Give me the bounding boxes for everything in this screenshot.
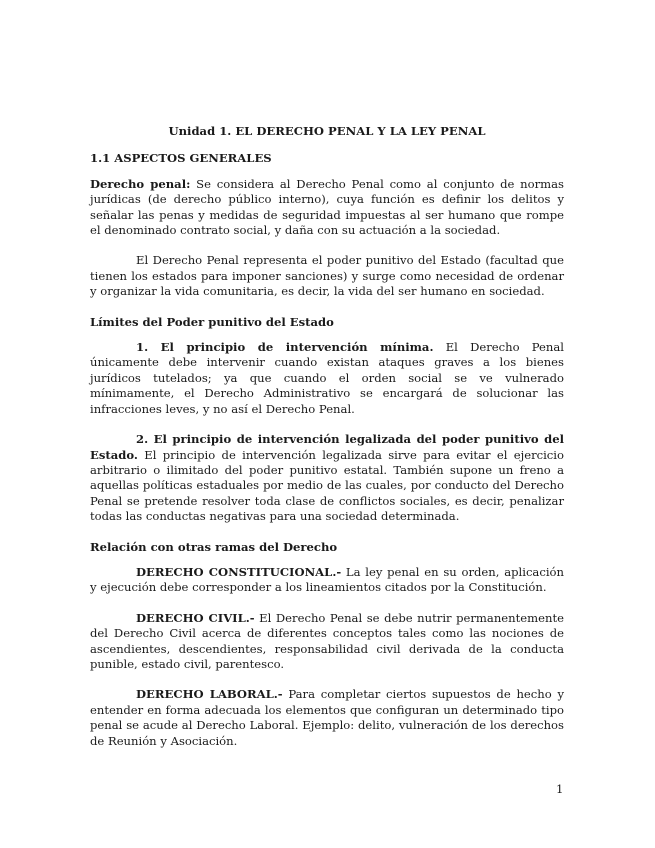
definition-term: Derecho penal: <box>90 176 191 191</box>
principle-1-text: El Derecho Penal únicamente debe intervenir cuando existan ataques graves a los bienes jurídicos tutelados; ya que cuando el orden social se ve vulnerado mínimamente, el Derecho Administrativo se encargará de solucionar las infracciones leves, y no así el Derecho Penal. <box>90 340 564 416</box>
constitutional-paragraph <box>90 565 564 596</box>
labor-paragraph <box>90 687 564 749</box>
page-number: 1 <box>556 782 564 796</box>
labor-text: Para completar ciertos supuestos de hecho y entender en forma adecuada los elementos que configuran un determinado tipo penal se acude al Derecho Laboral. Ejemplo: delito, vulneración de los derechos de Reunión y Asociación. <box>90 687 564 748</box>
definition-paragraph <box>90 177 564 239</box>
principle-1-term: 1. El principio de intervención mínima. <box>136 340 434 355</box>
principle-2-paragraph <box>90 432 564 524</box>
definition-text: Se considera al Derecho Penal como al conjunto de normas jurídicas (de derecho público interno), cuya función es definir los delitos y señalar las penas y medidas de seguridad impuestas al ser humano que rompe el denominado contrato social, y daña con su actuación a la sociedad. <box>90 176 564 238</box>
page-content <box>90 124 564 764</box>
civil-term: DERECHO CIVIL.- <box>136 610 255 625</box>
civil-text: El Derecho Penal se debe nutrir permanentemente del Derecho Civil acerca de diferentes conceptos tales como las nociones de ascendientes, descendientes, responsabilidad civil derivada de la conducta punible, estado civil, parentesco. <box>90 610 564 671</box>
intro-paragraph: El Derecho Penal representa el poder punitivo del Estado (facultad que tienen los estados para imponer sanciones) y surge como necesidad de ordenar y organizar la vida comunitaria, es decir, la vida del ser humano en sociedad. <box>90 253 564 299</box>
principle-1-paragraph <box>90 340 564 417</box>
relations-heading: Relación con otras ramas del Derecho <box>90 539 338 554</box>
principle-2-term: 2. El principio de intervención legalizada del poder punitivo del Estado. <box>90 432 564 462</box>
document-title: Unidad 1. EL DERECHO PENAL Y LA LEY PENAL <box>168 124 486 138</box>
section-heading: 1.1 ASPECTOS GENERALES <box>90 151 272 166</box>
limits-heading: Límites del Poder punitivo del Estado <box>90 314 334 329</box>
civil-paragraph <box>90 611 564 673</box>
principle-2-text: El principio de intervención legalizada sirve para evitar el ejercicio arbitrario o ilimitado del poder punitivo estatal. También supone un freno a aquellas políticas estaduales por medio de las cuales, por conducto del Derecho Penal se pretende resolver toda clase de conflictos sociales, es decir, penalizar todas las conductas negativas para una sociedad determinada. <box>90 447 564 524</box>
labor-term: DERECHO LABORAL.- <box>136 687 283 702</box>
constitutional-text: La ley penal en su orden, aplicación y ejecución debe corresponder a los lineamientos citados por la Constitución. <box>90 564 564 595</box>
constitutional-term: DERECHO CONSTITUCIONAL.- <box>136 564 342 579</box>
